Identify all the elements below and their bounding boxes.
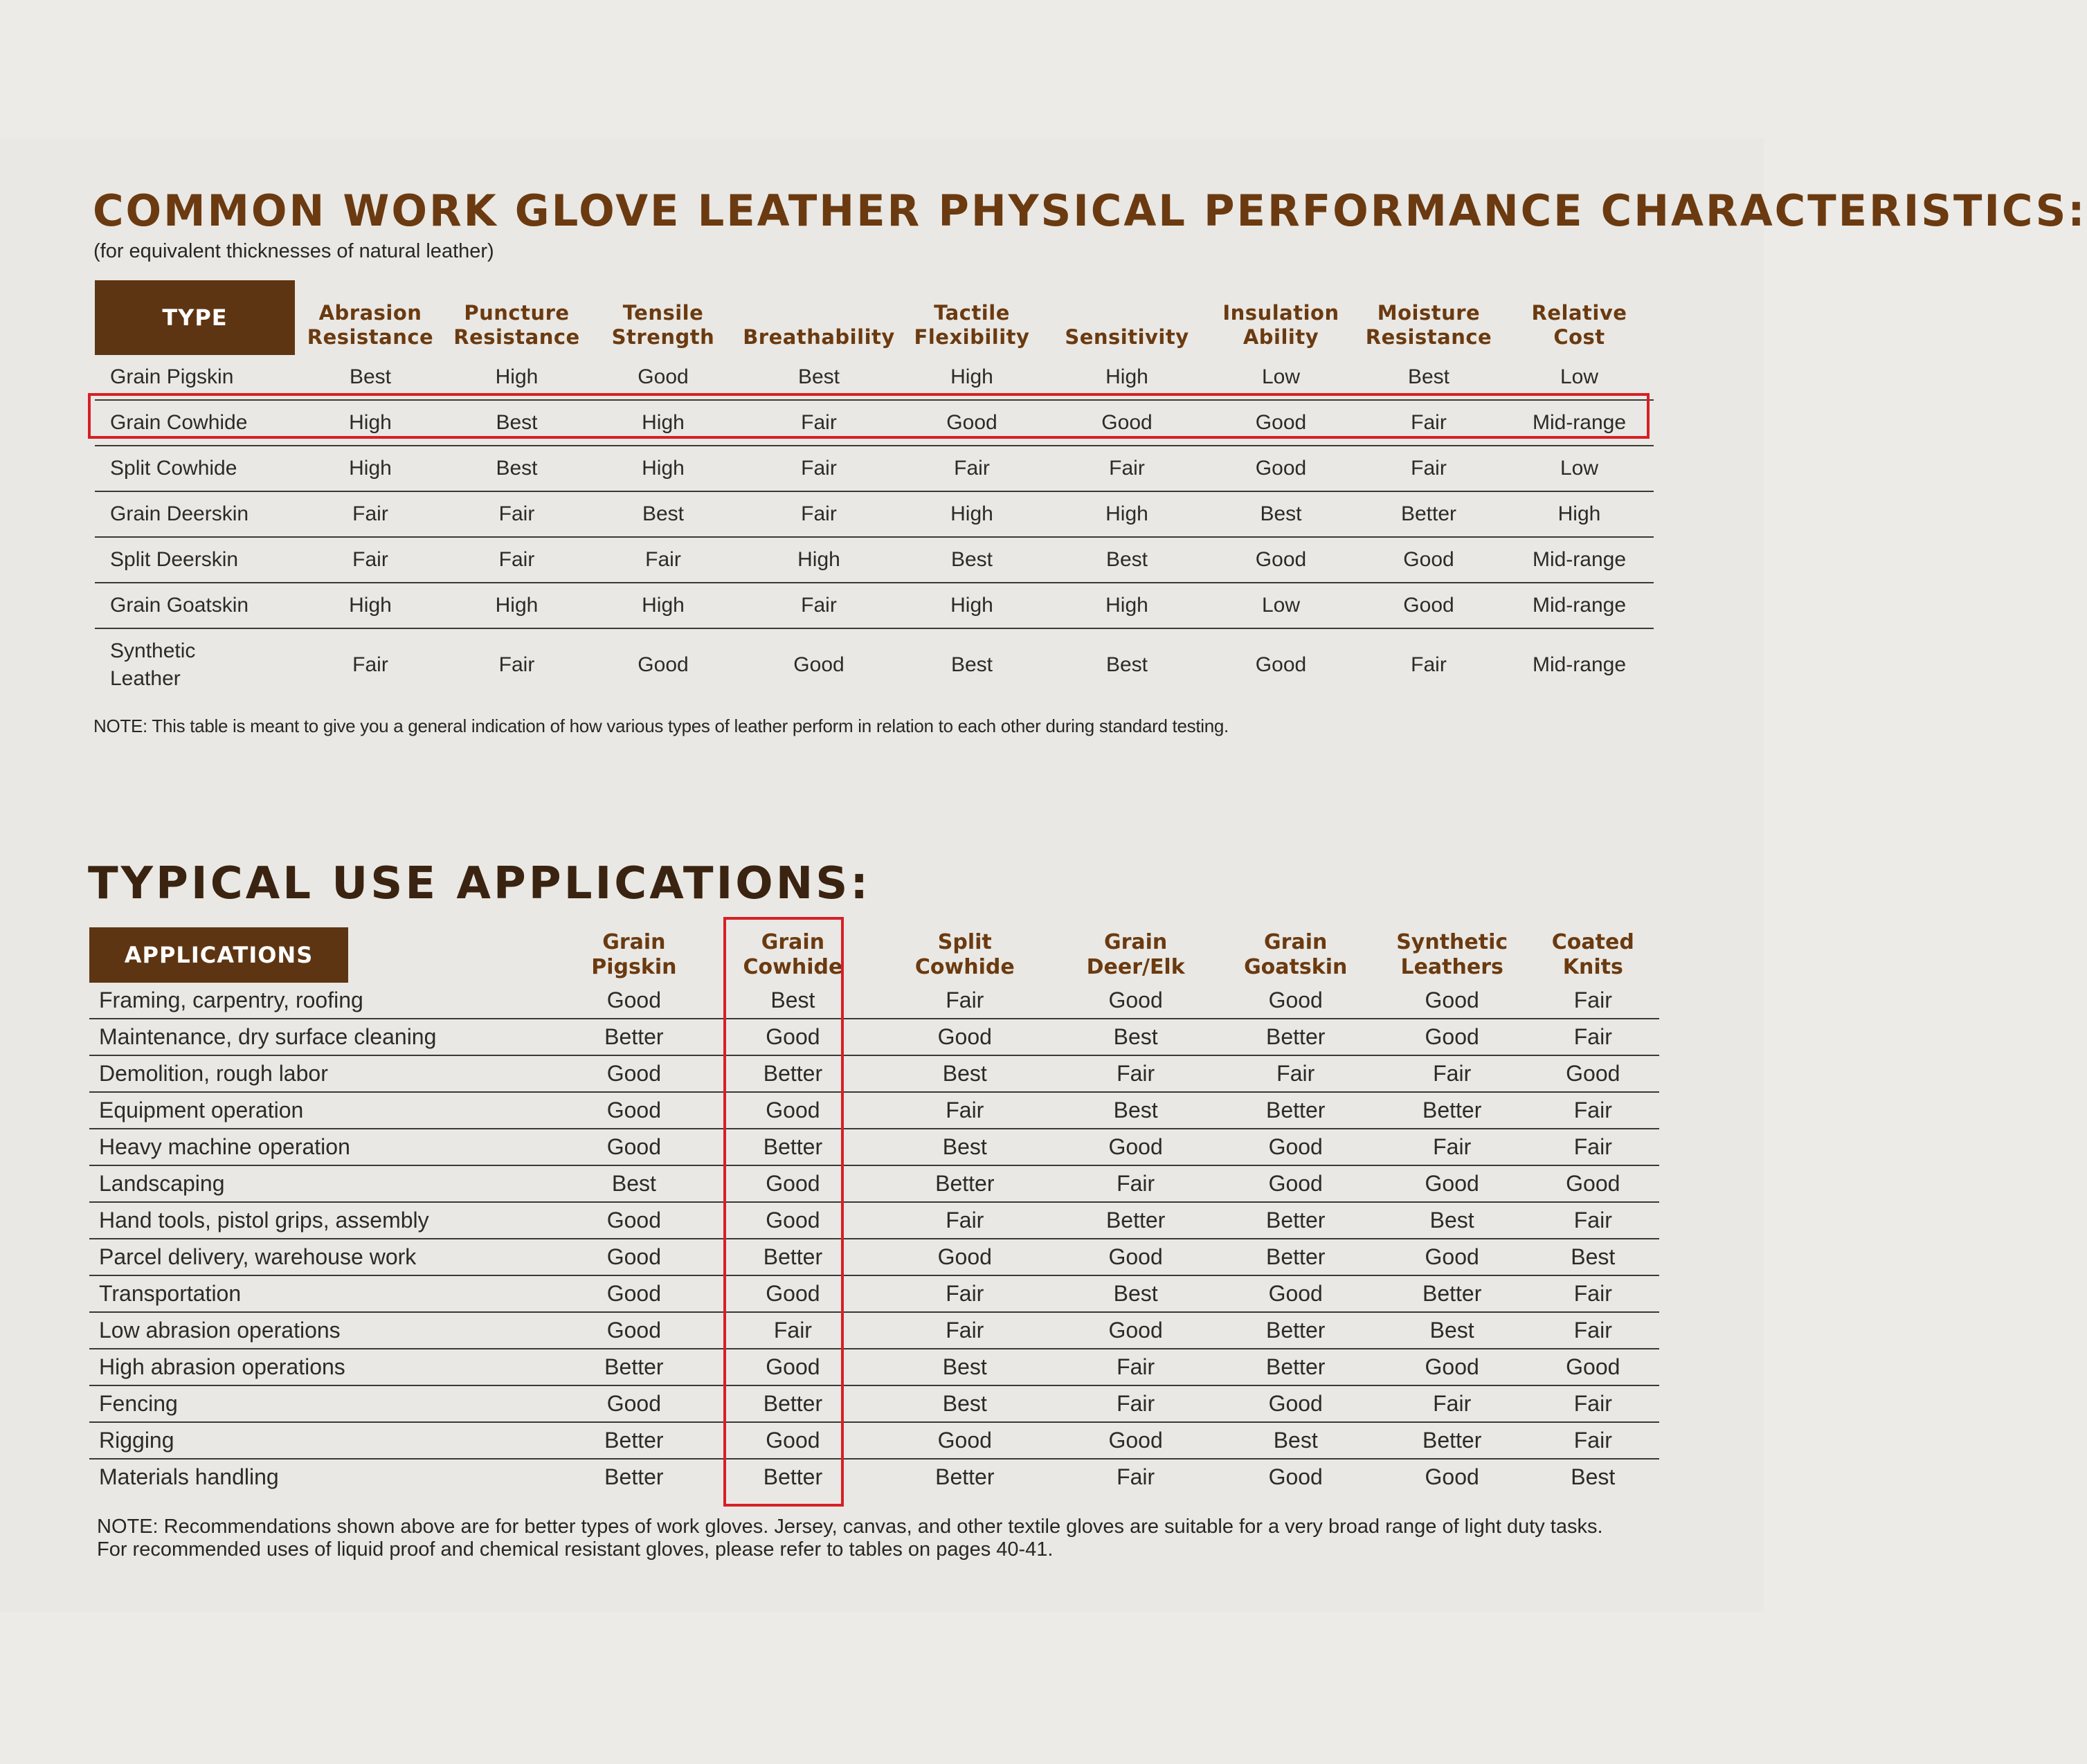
rating-cell: Good — [554, 1385, 714, 1422]
rating-cell: Better — [872, 1165, 1058, 1202]
rating-cell: Good — [793, 653, 844, 676]
table-row — [89, 1275, 1659, 1312]
rating-cell: Good — [1209, 446, 1353, 491]
rating-cell: Good — [1377, 1165, 1527, 1202]
rating-cell: Fair — [1377, 1055, 1527, 1092]
rating-cell: Good — [1058, 983, 1214, 1019]
rating-cell: Better — [1214, 1202, 1377, 1239]
application-name: Heavy machine operation — [89, 1129, 554, 1165]
rating-cell: Better — [763, 1464, 823, 1489]
column-header: Abrasion Resistance — [307, 301, 434, 349]
rating-cell: Best — [1214, 1422, 1377, 1459]
rating-cell: Better — [935, 1464, 995, 1489]
rating-cell: Best — [1527, 1239, 1659, 1275]
rating-cell: Low — [1209, 583, 1353, 628]
column-header: Grain Deer/Elk — [1086, 930, 1185, 979]
rating-cell: Best — [1105, 653, 1148, 676]
rating-cell: High — [899, 491, 1045, 537]
rating-cell: Best — [1058, 1019, 1214, 1055]
rating-cell: Best — [1377, 1202, 1527, 1239]
rating-cell: Fair — [295, 491, 446, 537]
performance-header-row — [95, 280, 1654, 355]
rating-cell: Fair — [872, 1202, 1058, 1239]
application-name: Transportation — [89, 1275, 554, 1312]
rating-cell: Best — [1377, 1312, 1527, 1349]
rating-cell: Best — [1058, 1092, 1214, 1129]
table-row — [89, 1349, 1659, 1385]
rating-cell: Fair — [1117, 1464, 1155, 1489]
rating-cell: Good — [1214, 1165, 1377, 1202]
rating-cell: Good — [714, 1019, 872, 1055]
rating-cell: Good — [554, 1202, 714, 1239]
rating-cell: Good — [1353, 583, 1505, 628]
rating-cell: Fair — [352, 653, 388, 676]
type-header: TYPE — [95, 280, 295, 355]
rating-cell: Better — [714, 1239, 872, 1275]
rating-cell: Good — [1058, 1239, 1214, 1275]
rating-cell: Fair — [1527, 1129, 1659, 1165]
rating-cell: Fair — [295, 537, 446, 583]
rating-cell: Best — [872, 1055, 1058, 1092]
rating-cell: Good — [638, 653, 689, 676]
rating-cell: Good — [714, 1165, 872, 1202]
rating-cell: Better — [554, 1019, 714, 1055]
column-header: Coated Knits — [1551, 930, 1634, 979]
rating-cell: Fair — [1411, 653, 1447, 676]
rating-cell: Best — [739, 355, 899, 400]
application-name: Rigging — [89, 1422, 554, 1459]
rating-cell: Good — [1377, 1239, 1527, 1275]
performance-subtitle: (for equivalent thicknesses of natural leather) — [93, 240, 494, 262]
rating-cell: Good — [714, 1422, 872, 1459]
rating-cell: High — [899, 355, 1045, 400]
rating-cell: High — [899, 583, 1045, 628]
rating-cell: Best — [714, 983, 872, 1019]
column-header: Breathability — [743, 325, 895, 349]
rating-cell: Low — [1505, 355, 1654, 400]
table-row — [89, 1459, 1659, 1495]
rating-cell: Good — [588, 355, 739, 400]
rating-cell: Fair — [446, 537, 588, 583]
application-name: Hand tools, pistol grips, assembly — [89, 1202, 554, 1239]
rating-cell: Better — [714, 1385, 872, 1422]
rating-cell: Good — [554, 1129, 714, 1165]
rating-cell: Best — [1045, 537, 1209, 583]
rating-cell: High — [295, 446, 446, 491]
table-row — [95, 583, 1654, 628]
rating-cell: Best — [446, 400, 588, 446]
rating-cell: Better — [1214, 1349, 1377, 1385]
rating-cell: Fair — [739, 583, 899, 628]
performance-title: COMMON WORK GLOVE LEATHER PHYSICAL PERFORMANCE CHARACTERISTICS: — [93, 185, 2087, 236]
column-header: Tensile Strength — [611, 301, 715, 349]
rating-cell: Good — [554, 983, 714, 1019]
applications-header-row — [89, 925, 1659, 983]
rating-cell: Good — [714, 1092, 872, 1129]
table-row — [89, 1312, 1659, 1349]
rating-cell: Better — [1377, 1092, 1527, 1129]
application-name: Framing, carpentry, roofing — [89, 983, 554, 1019]
table-row — [89, 1092, 1659, 1129]
column-header: Relative Cost — [1531, 301, 1627, 349]
leather-type-name: Grain Pigskin — [95, 355, 295, 400]
rating-cell: Fair — [872, 1312, 1058, 1349]
application-name: Equipment operation — [89, 1092, 554, 1129]
applications-header: APPLICATIONS — [89, 927, 348, 983]
rating-cell: Best — [1209, 491, 1353, 537]
rating-cell: Good — [714, 1275, 872, 1312]
rating-cell: Better — [1377, 1275, 1527, 1312]
rating-cell: Good — [554, 1092, 714, 1129]
rating-cell: Mid-range — [1505, 400, 1654, 446]
rating-cell: Good — [714, 1202, 872, 1239]
rating-cell: Fair — [1527, 1275, 1659, 1312]
rating-cell: Better — [554, 1422, 714, 1459]
rating-cell: Good — [1353, 537, 1505, 583]
rating-cell: High — [446, 355, 588, 400]
rating-cell: Good — [1214, 1385, 1377, 1422]
rating-cell: Fair — [739, 400, 899, 446]
rating-cell: Fair — [1377, 1385, 1527, 1422]
column-header: Split Cowhide — [914, 930, 1015, 979]
rating-cell: Good — [1058, 1312, 1214, 1349]
rating-cell: Fair — [1527, 1092, 1659, 1129]
column-header: Puncture Resistance — [453, 301, 580, 349]
table-row — [95, 628, 1654, 701]
rating-cell: Best — [950, 653, 993, 676]
table-row — [89, 1385, 1659, 1422]
application-name: Maintenance, dry surface cleaning — [89, 1019, 554, 1055]
rating-cell: Better — [1214, 1092, 1377, 1129]
rating-cell: Good — [872, 1239, 1058, 1275]
rating-cell: Good — [872, 1019, 1058, 1055]
rating-cell: Good — [1527, 1349, 1659, 1385]
column-header: Grain Cowhide — [743, 930, 843, 979]
rating-cell: High — [588, 583, 739, 628]
rating-cell: High — [588, 446, 739, 491]
rating-cell: Better — [1214, 1312, 1377, 1349]
rating-cell: Fair — [1527, 983, 1659, 1019]
table-row — [95, 491, 1654, 537]
column-header: Grain Goatskin — [1244, 930, 1348, 979]
table-row — [89, 1165, 1659, 1202]
rating-cell: Better — [604, 1464, 664, 1489]
rating-cell: Good — [554, 1055, 714, 1092]
rating-cell: Fair — [714, 1312, 872, 1349]
rating-cell: Fair — [498, 653, 535, 676]
rating-cell: Fair — [872, 1275, 1058, 1312]
rating-cell: Good — [1209, 537, 1353, 583]
rating-cell: Good — [1255, 653, 1307, 676]
rating-cell: Good — [714, 1349, 872, 1385]
rating-cell: Good — [899, 400, 1045, 446]
leather-type-name: Grain Goatskin — [95, 583, 295, 628]
column-header: Synthetic Leathers — [1396, 930, 1508, 979]
rating-cell: High — [446, 583, 588, 628]
table-row — [89, 1239, 1659, 1275]
table-row — [89, 1422, 1659, 1459]
column-header: Grain Pigskin — [591, 930, 677, 979]
rating-cell: Fair — [872, 1092, 1058, 1129]
application-name: Landscaping — [89, 1165, 554, 1202]
rating-cell: Good — [1377, 983, 1527, 1019]
leather-type-name: Split Deerskin — [95, 537, 295, 583]
rating-cell: Mid-range — [1505, 537, 1654, 583]
rating-cell: Mid-range — [1505, 583, 1654, 628]
rating-cell: High — [1045, 491, 1209, 537]
application-name: Parcel delivery, warehouse work — [89, 1239, 554, 1275]
rating-cell: Fair — [1058, 1349, 1214, 1385]
rating-cell: Best — [554, 1165, 714, 1202]
rating-cell: Best — [588, 491, 739, 537]
performance-note: NOTE: This table is meant to give you a general indication of how various types of leather perform in relation to each other during standard testing. — [93, 716, 1229, 736]
leather-type-name: Grain Deerskin — [95, 491, 295, 537]
applications-table — [89, 925, 1659, 1495]
leather-type-name: Synthetic Leather — [110, 639, 196, 690]
performance-body — [95, 355, 1654, 701]
rating-cell: Best — [872, 1129, 1058, 1165]
rating-cell: Fair — [1527, 1202, 1659, 1239]
rating-cell: Fair — [588, 537, 739, 583]
rating-cell: Fair — [899, 446, 1045, 491]
rating-cell: High — [295, 583, 446, 628]
rating-cell: Fair — [1353, 446, 1505, 491]
rating-cell: High — [295, 400, 446, 446]
table-row — [95, 446, 1654, 491]
rating-cell: Good — [554, 1239, 714, 1275]
rating-cell: Best — [446, 446, 588, 491]
rating-cell: Best — [1571, 1464, 1616, 1489]
rating-cell: Good — [1058, 1422, 1214, 1459]
rating-cell: Fair — [739, 446, 899, 491]
table-row — [95, 537, 1654, 583]
rating-cell: Fair — [1058, 1385, 1214, 1422]
applications-note-line: For recommended uses of liquid proof and chemical resistant gloves, please refer to tables on pages 40-41. — [97, 1538, 1054, 1561]
applications-header-cell — [89, 925, 554, 983]
rating-cell: Fair — [1527, 1422, 1659, 1459]
rating-cell: Good — [1425, 1464, 1479, 1489]
rating-cell: Best — [295, 355, 446, 400]
applications-note-line: NOTE: Recommendations shown above are for better types of work gloves. Jersey, canvas, and other textile gloves are suitable for a very broad range of light duty tasks. — [97, 1516, 1603, 1538]
rating-cell: Fair — [1527, 1385, 1659, 1422]
rating-cell: Fair — [1058, 1055, 1214, 1092]
column-header: Tactile Flexibility — [914, 301, 1030, 349]
application-name: Fencing — [89, 1385, 554, 1422]
application-name: High abrasion operations — [89, 1349, 554, 1385]
rating-cell: Good — [1377, 1349, 1527, 1385]
rating-cell: Good — [1214, 1275, 1377, 1312]
application-name: Materials handling — [99, 1464, 279, 1489]
leather-type-name: Split Cowhide — [95, 446, 295, 491]
rating-cell: Low — [1505, 446, 1654, 491]
rating-cell: High — [739, 537, 899, 583]
rating-cell: Best — [872, 1349, 1058, 1385]
rating-cell: Fair — [1527, 1019, 1659, 1055]
rating-cell: Best — [872, 1385, 1058, 1422]
rating-cell: Good — [1377, 1019, 1527, 1055]
table-row — [95, 400, 1654, 446]
rating-cell: Good — [872, 1422, 1058, 1459]
column-header: Moisture Resistance — [1365, 301, 1492, 349]
rating-cell: Better — [1058, 1202, 1214, 1239]
leather-type-name: Grain Cowhide — [95, 400, 295, 446]
rating-cell: Good — [1214, 1129, 1377, 1165]
rating-cell: Best — [899, 537, 1045, 583]
table-row — [89, 1019, 1659, 1055]
application-name: Demolition, rough labor — [89, 1055, 554, 1092]
rating-cell: Better — [1214, 1239, 1377, 1275]
rating-cell: Best — [1058, 1275, 1214, 1312]
rating-cell: Best — [1353, 355, 1505, 400]
rating-cell: Fair — [1214, 1055, 1377, 1092]
rating-cell: Fair — [1045, 446, 1209, 491]
rating-cell: High — [1045, 355, 1209, 400]
rating-cell: Mid-range — [1532, 653, 1627, 676]
rating-cell: Good — [1209, 400, 1353, 446]
table-row — [89, 1055, 1659, 1092]
rating-cell: Better — [714, 1129, 872, 1165]
rating-cell: Good — [554, 1312, 714, 1349]
rating-cell: Good — [1527, 1165, 1659, 1202]
rating-cell: Fair — [1353, 400, 1505, 446]
table-row — [89, 1129, 1659, 1165]
rating-cell: Fair — [446, 491, 588, 537]
rating-cell: Fair — [1377, 1129, 1527, 1165]
column-header: Insulation Ability — [1222, 301, 1339, 349]
table-row — [89, 1202, 1659, 1239]
table-row — [89, 983, 1659, 1019]
rating-cell: Good — [1045, 400, 1209, 446]
rating-cell: Good — [1268, 1464, 1323, 1489]
applications-body — [89, 983, 1659, 1495]
applications-note — [97, 1516, 1603, 1561]
rating-cell: Good — [1058, 1129, 1214, 1165]
rating-cell: Good — [554, 1275, 714, 1312]
rating-cell: Better — [1377, 1422, 1527, 1459]
rating-cell: Fair — [872, 983, 1058, 1019]
rating-cell: Better — [1353, 491, 1505, 537]
rating-cell: Low — [1209, 355, 1353, 400]
rating-cell: Good — [1527, 1055, 1659, 1092]
application-name: Low abrasion operations — [89, 1312, 554, 1349]
rating-cell: High — [1505, 491, 1654, 537]
rating-cell: Better — [714, 1055, 872, 1092]
rating-cell: Good — [1214, 983, 1377, 1019]
column-header: Sensitivity — [1065, 325, 1189, 349]
applications-title: TYPICAL USE APPLICATIONS: — [88, 858, 871, 909]
table-row — [95, 355, 1654, 400]
performance-table — [95, 280, 1654, 701]
rating-cell: Fair — [739, 491, 899, 537]
rating-cell: Better — [1214, 1019, 1377, 1055]
rating-cell: Fair — [1058, 1165, 1214, 1202]
rating-cell: High — [588, 400, 739, 446]
rating-cell: High — [1045, 583, 1209, 628]
rating-cell: Better — [554, 1349, 714, 1385]
rating-cell: Fair — [1527, 1312, 1659, 1349]
